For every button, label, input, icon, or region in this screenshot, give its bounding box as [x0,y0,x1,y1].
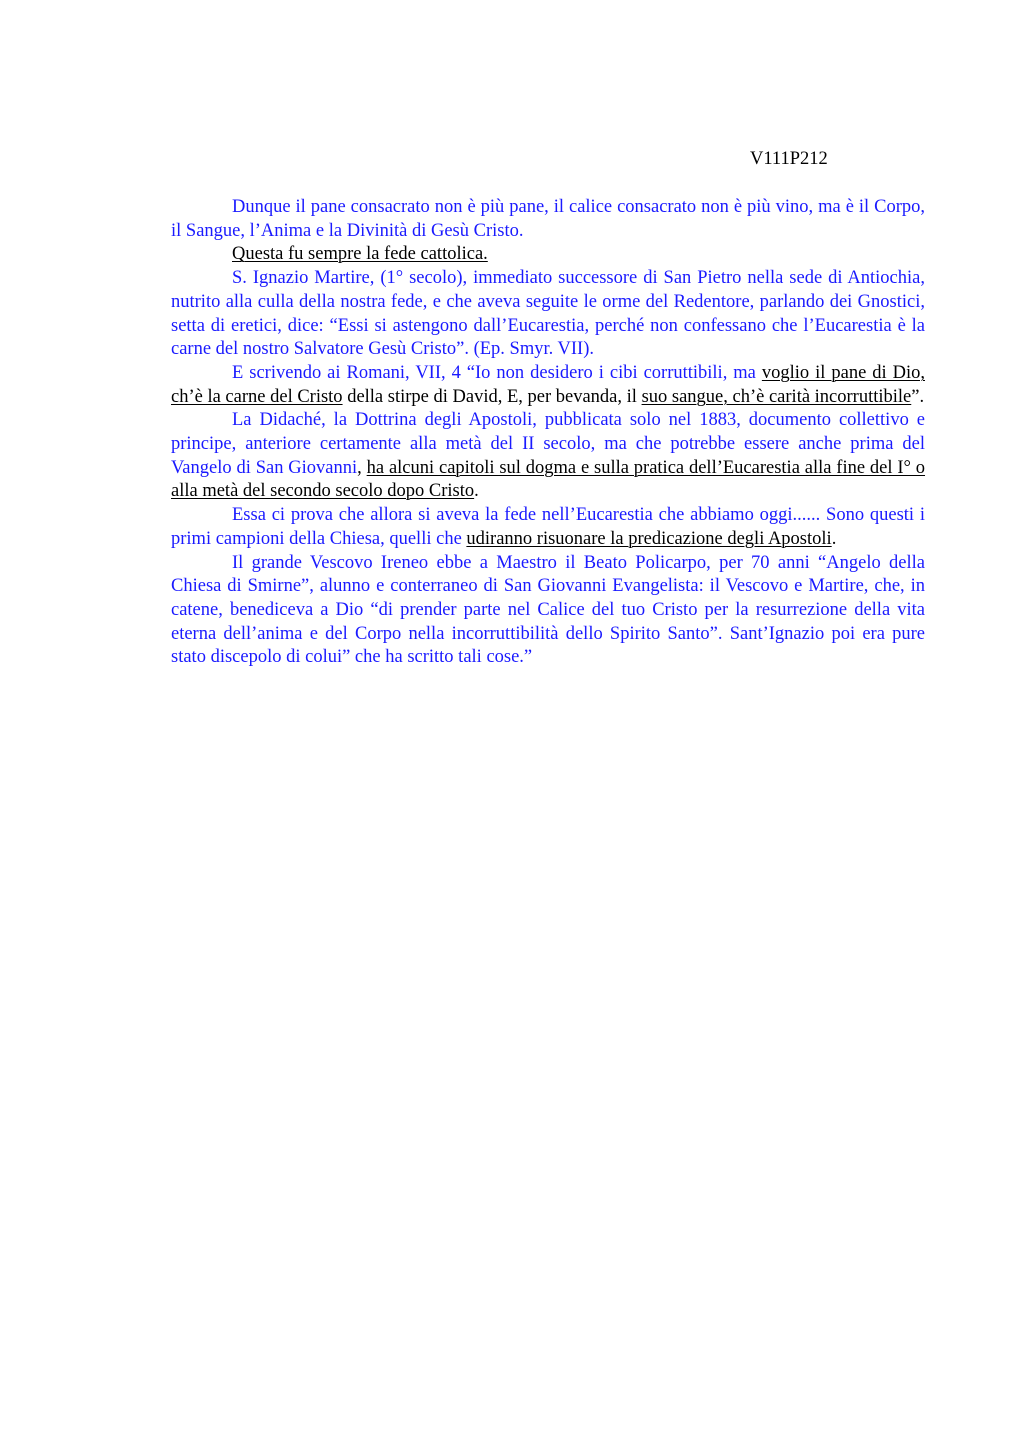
text-span: ma [733,362,762,383]
text-span: , [357,457,367,478]
text-span: Essa ci prova che allora si aveva la fede nell’Eucarestia che abbiamo oggi...... Sono questi i primi campioni della Chiesa, quelli che [171,505,925,549]
underlined-text-span: Questa fu sempre la fede cattolica. [232,244,488,265]
text-span: ”. [911,386,925,407]
paragraph [171,243,925,267]
paragraph [171,504,925,551]
document-body [171,196,925,670]
paragraph [171,552,925,671]
text-span: . [474,481,479,502]
text-span: . [831,528,837,549]
paragraph [171,267,925,362]
paragraph [171,196,925,243]
text-span: Dunque il pane consacrato non è più pane, il calice consacrato non è più vino, ma è il Corpo, il Sangue, l’Anima e la Divinità di Gesù Cristo. [171,197,925,241]
paragraph [171,409,925,504]
underlined-text-span: udiranno risuonare la predicazione degli Apostoli [466,528,832,549]
text-span: Il grande Vescovo Ireneo ebbe a Maestro il Beato Policarpo, per 70 anni “Angelo della Chiesa di Smirne”, alunno e conterraneo di San Giovanni Evangelista: il Vescovo e Martire, che, in catene, benediceva a Dio “di prender parte nel Calice del tuo Cristo per la resurrezione della vita eterna dell’anima e del Corpo nella incorruttibilità dello Spirito Santo”. Sant’Ignazio poi era pure stato discepolo di colui” che ha scritto tali cose.” [171,552,925,668]
text-span: S. Ignazio Martire, (1° secolo), immediato successore di San Pietro nella sede di Antiochia, nutrito alla culla della nostra fede, e che aveva seguite le orme del Redentore, parlando dei Gnostici, setta di eretici, dice: “Essi si astengono dall’Eucarestia, perché non confessano che l’Eucarestia è la carne del nostro Salvatore Gesù Cristo”. (Ep. Smyr. VII). [171,268,925,360]
page-identifier: V111P212 [750,149,828,169]
underlined-text-span: suo sangue, ch’è carità incorruttibile [641,386,912,407]
underlined-text-span: voglio il pane di Dio, ch’è la carne del Cristo [171,362,925,407]
text-span: della stirpe di David, E, per bevanda, il [342,386,642,407]
underlined-text-span: ha alcuni capitoli sul dogma e sulla pratica dell’Eucarestia alla fine del I° o alla metà del secondo secolo dopo Cristo [171,457,926,502]
text-span: E scrivendo ai Romani, VII, 4 “Io non desidero i cibi corruttibili, [232,362,734,383]
text-span: La Didaché, la Dottrina degli Apostoli, pubblicata solo nel 1883, documento collettivo e principe, anteriore certamente alla metà del II secolo, ma che potrebbe essere anche prima del Vangelo di San Giovanni [171,410,925,478]
paragraph [171,362,925,409]
